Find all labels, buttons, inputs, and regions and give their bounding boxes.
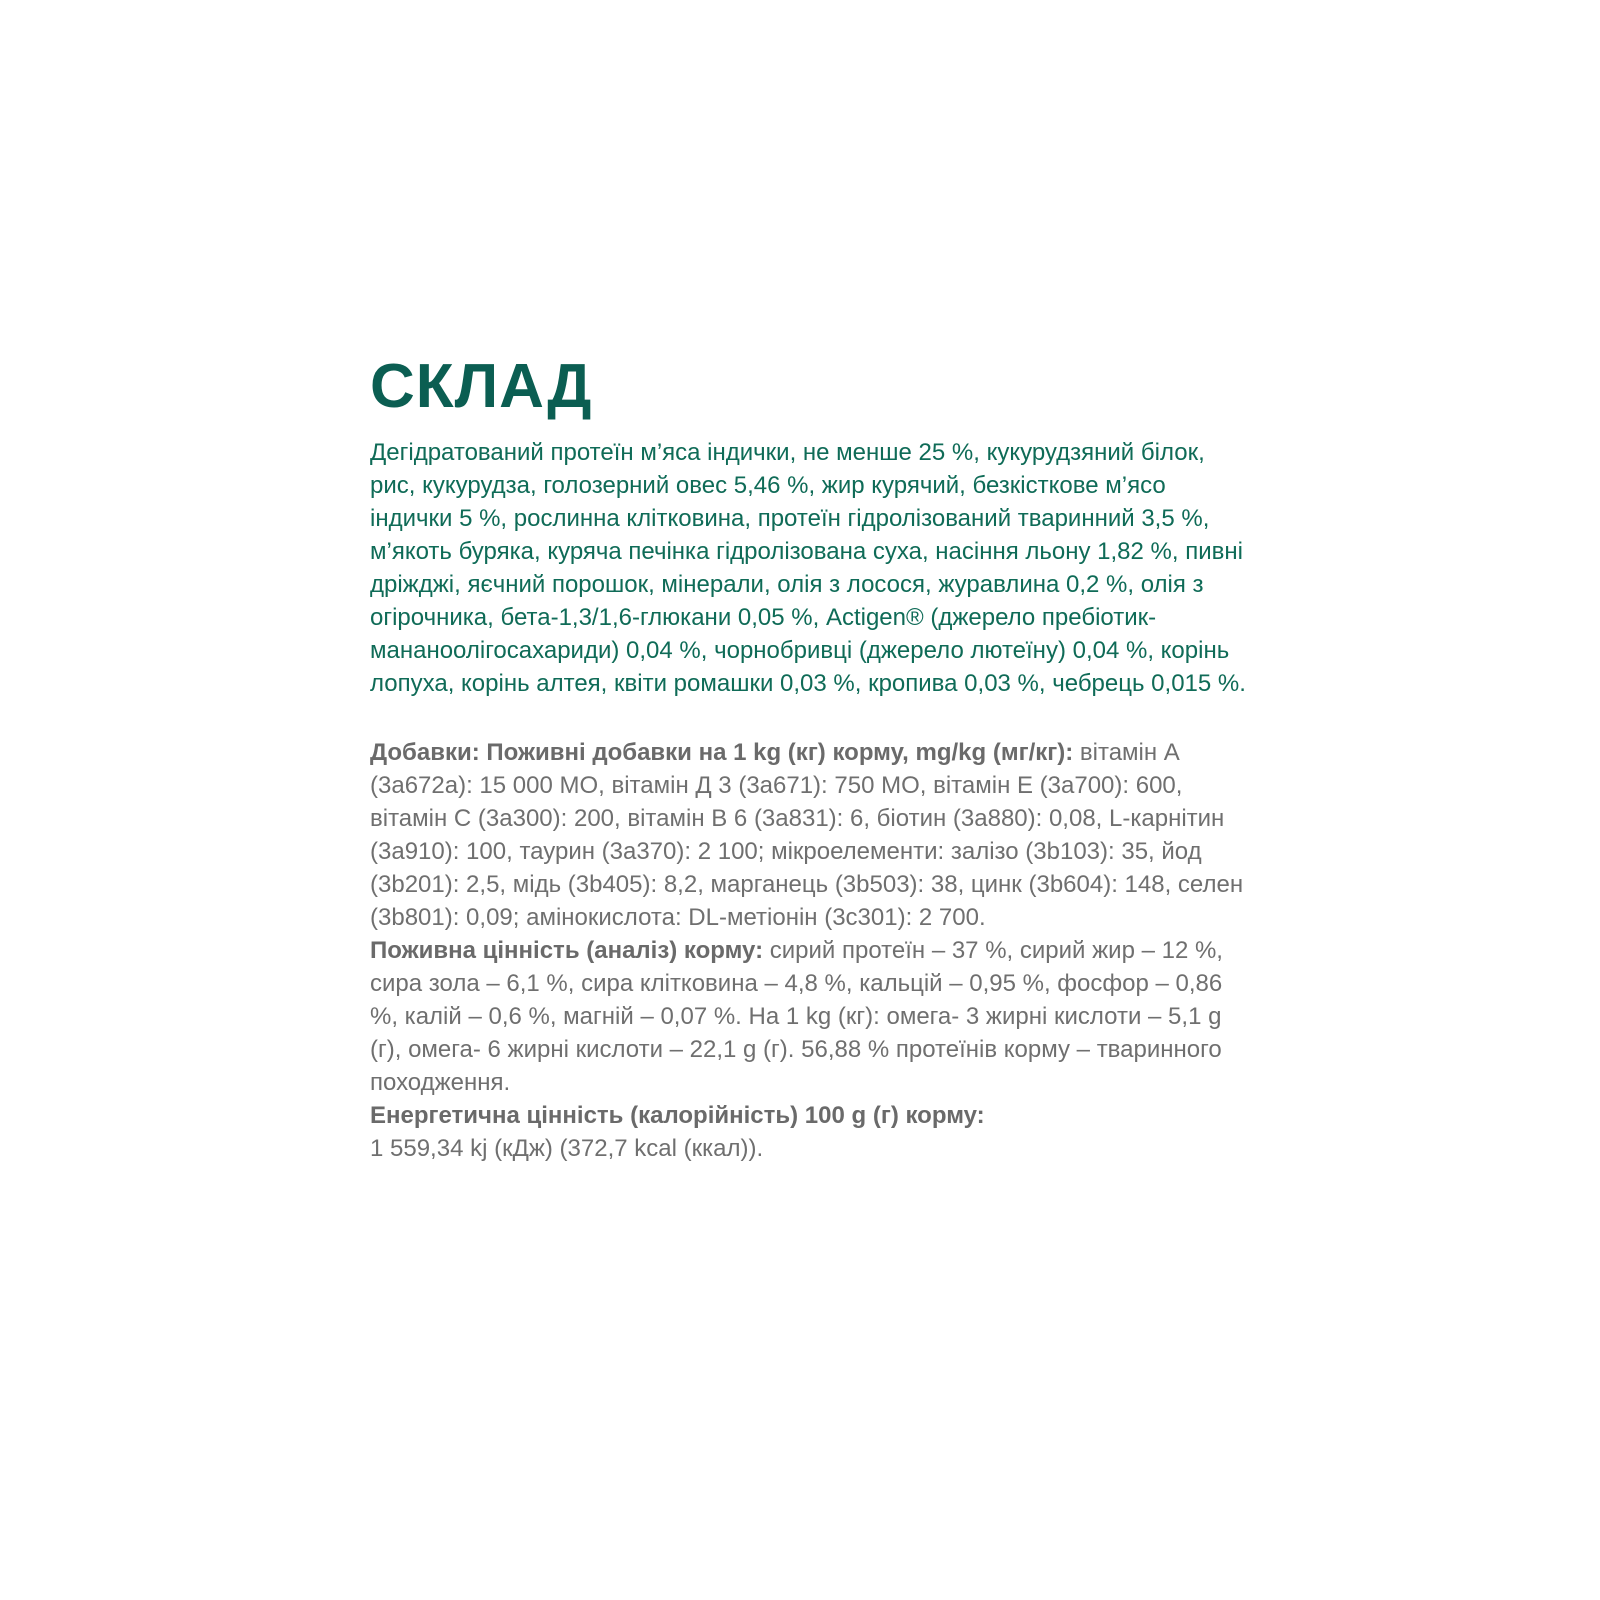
energy-label: Енергетична цінність (калорійність) 100 g (г) корму: xyxy=(370,1102,985,1129)
additives-label: Добавки: Поживні добавки на 1 kg (кг) корму, mg/kg (мг/кг): xyxy=(370,739,1074,766)
page-title: СКЛАД xyxy=(370,352,593,421)
additives-paragraph xyxy=(370,736,1250,934)
energy-value: 1 559,34 kj (кДж) (372,7 kcal (ккал)). xyxy=(370,1135,764,1162)
analysis-label: Поживна цінність (аналіз) корму: xyxy=(370,937,764,964)
composition-text: Дегідратований протеїн м’яса індички, не менше 25 %, кукурудзяний білок, рис, кукурудза, голозерний овес 5,46 %, жир курячий, безкісткове м’ясо індички 5 %, рослинна клітковина, протеїн гідролізований тваринний 3,5 %, м’якоть буряка, куряча печінка гідролізована суха, насіння льону 1,82 %, пивні дріжджі, яєчний порошок, мінерали, олія з лосося, журавлина 0,2 %, олія з огірочника, бета-1,3/1,6-глюкани 0,05 %, Actigen® (джерело пребіотик-мананоолігосахариди) 0,04 %, чорнобривці (джерело лютеїну) 0,04 %, корінь лопуха, корінь алтея, квіти ромашки 0,03 %, кропива 0,03 %, чебрець 0,015 %. xyxy=(370,439,1246,697)
energy-paragraph xyxy=(370,1099,1250,1165)
analysis-paragraph xyxy=(370,934,1250,1099)
composition-section xyxy=(370,352,1250,1165)
additives-text: вітамін А (3a672a): 15 000 МО, вітамін Д 3 (3a671): 750 МО, вітамін Е (3a700): 600, вітамін С (3a300): 200, вітамін В 6 (3a831): 6, біотин (3a880): 0,08, L-карнітин (3a910): 100, таурин (3a370): 2 100; мікроелементи: залізо (3b103): 35, йод (3b201): 2,5, мідь (3b405): 8,2, марганець (3b503): 38, цинк (3b604): 148, селен (3b801): 0,09; амінокислота: DL-метіонін (3c301): 2 700. xyxy=(370,739,1244,931)
analysis-text: сирий протеїн – 37 %, сирий жир – 12 %, сира зола – 6,1 %, сира клітковина – 4,8 %, кальцій – 0,95 %, фосфор – 0,86 %, калій – 0,6 %, магній – 0,07 %. На 1 kg (кг): омега- 3 жирні кислоти – 5,1 g (г), омега- 6 жирні кислоти – 22,1 g (г). 56,88 % протеїнів корму – тваринного походження. xyxy=(370,937,1223,1096)
nutrition-details xyxy=(370,736,1250,1165)
